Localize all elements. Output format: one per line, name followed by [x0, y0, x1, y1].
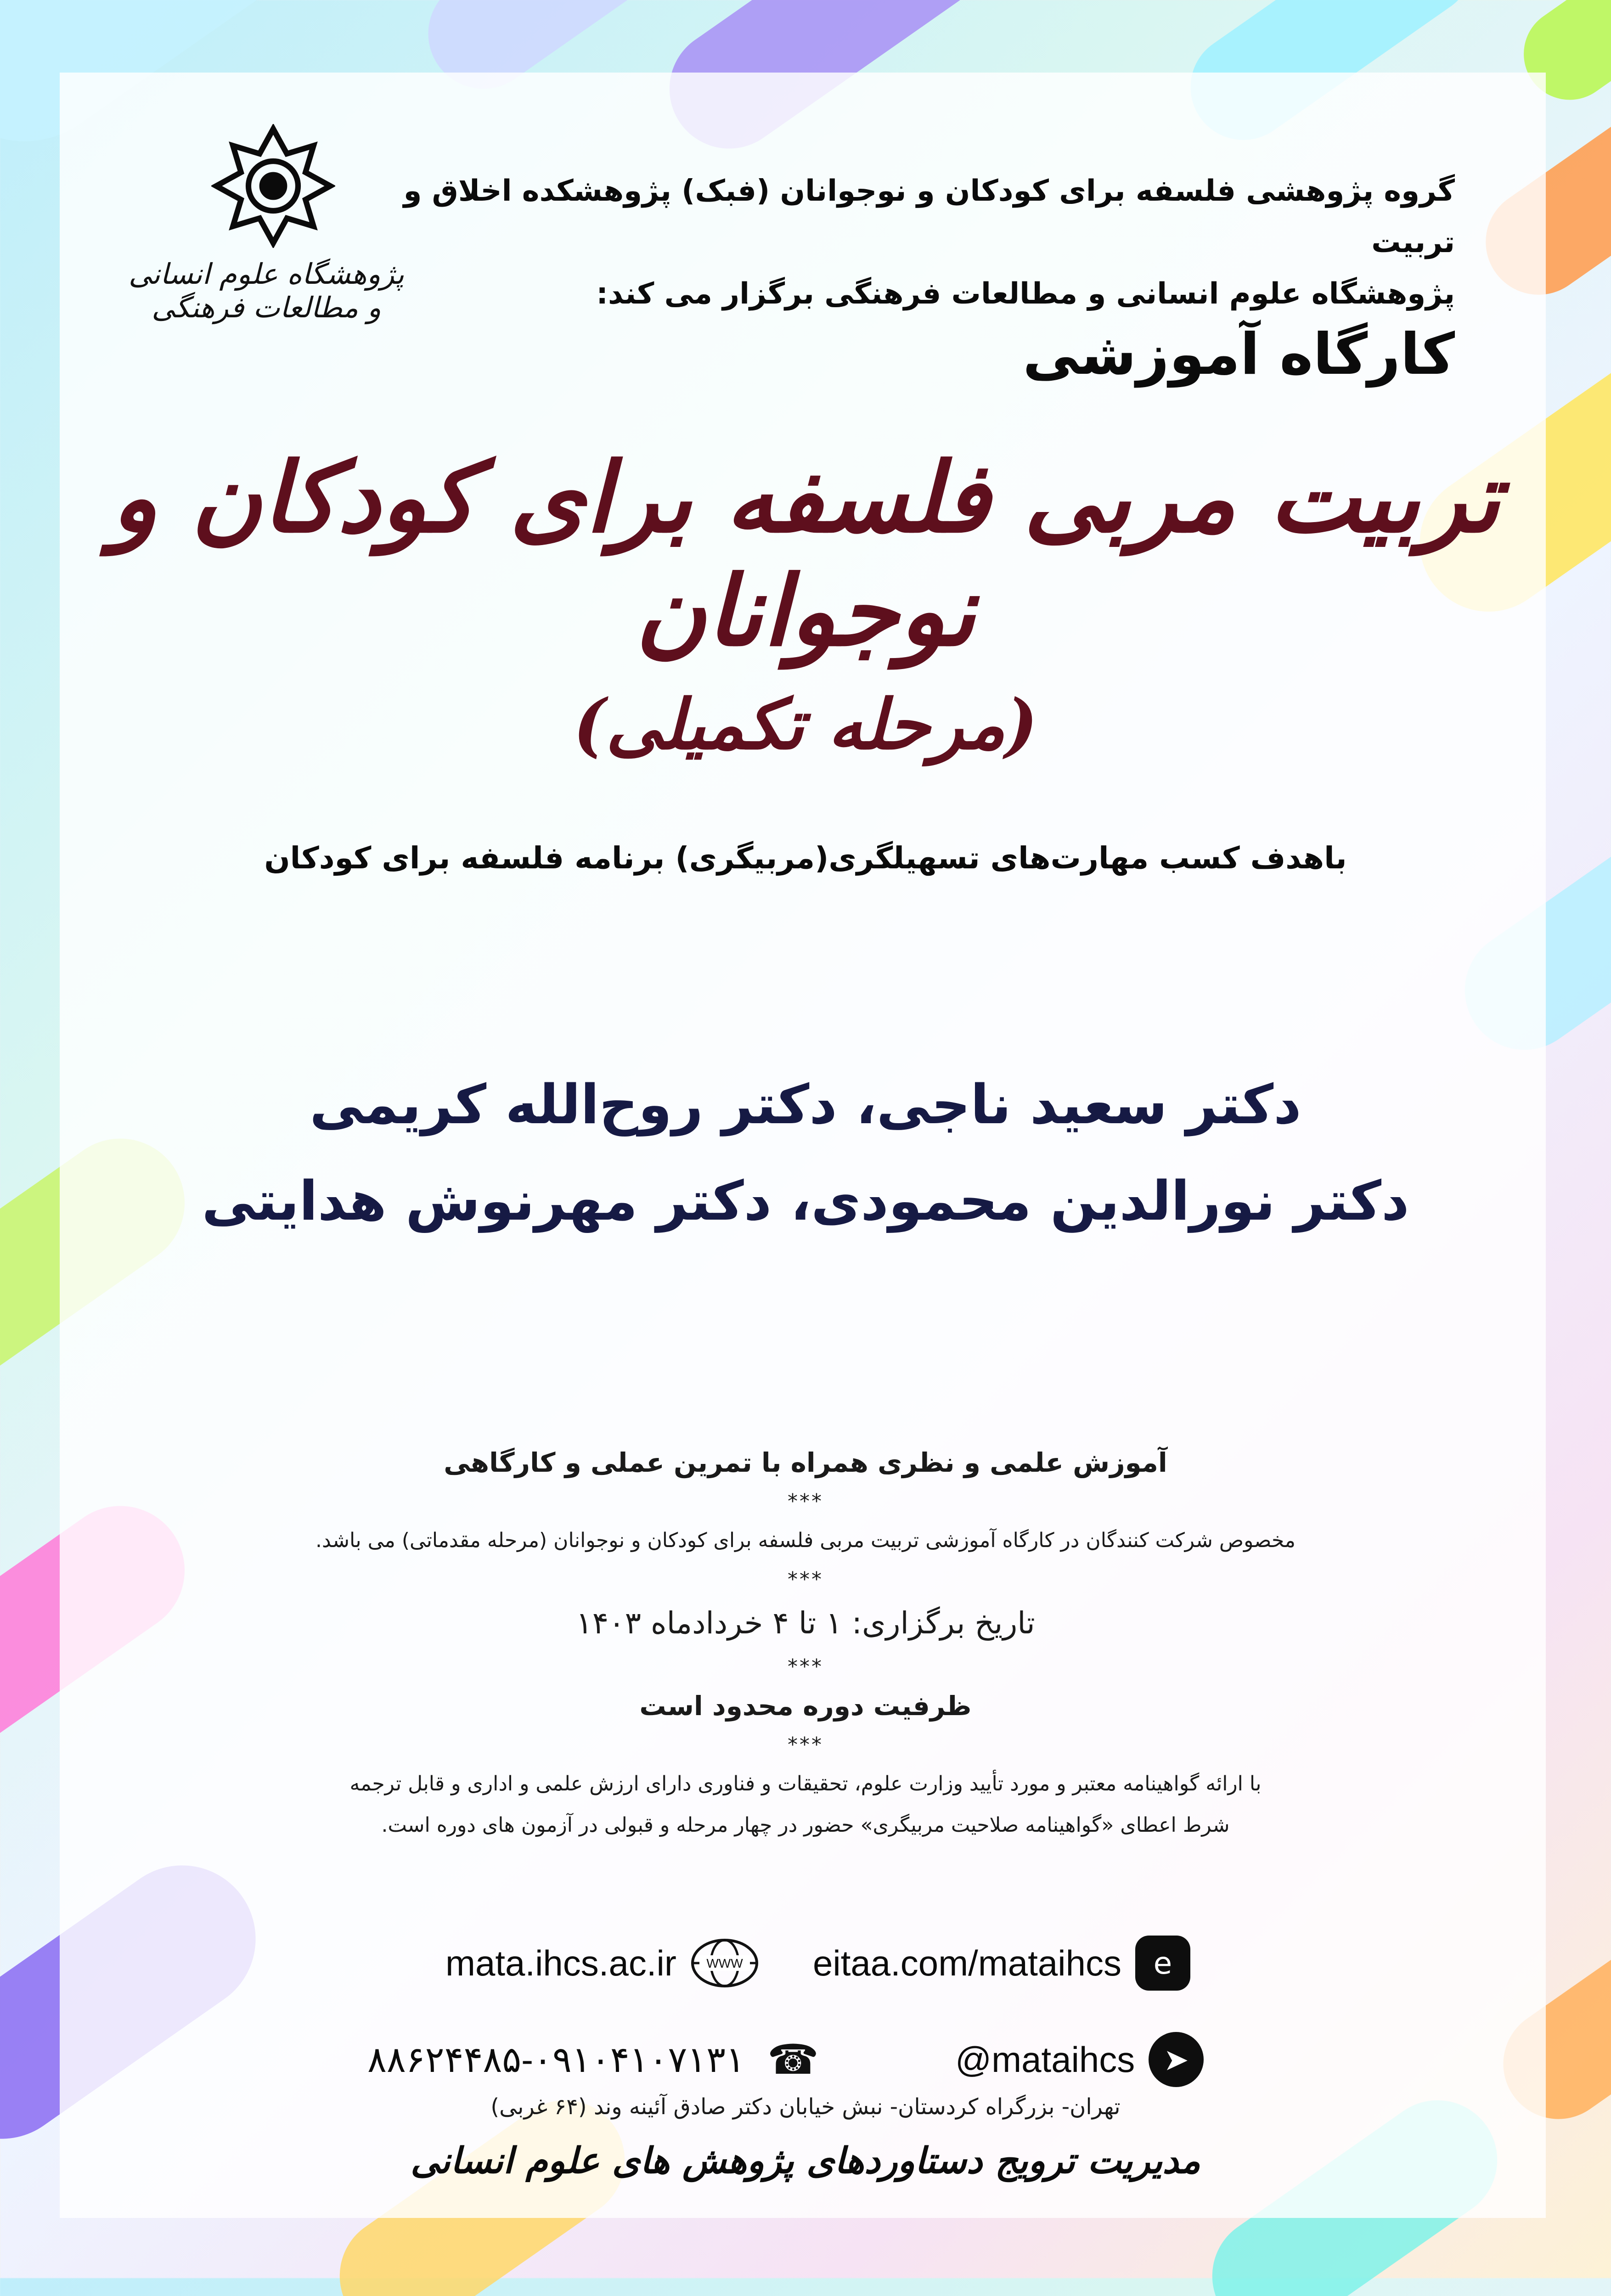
separator: *** [788, 1655, 823, 1678]
instructor-line: دکتر سعید ناجی، دکتر روح‌الله کریمی [310, 1073, 1301, 1136]
institute-logo [124, 124, 409, 335]
instructors [92, 1056, 1519, 1249]
rosette-emblem-icon [211, 124, 335, 248]
website-link[interactable] [445, 1933, 759, 1993]
telegram-link[interactable] [955, 2030, 1204, 2089]
eitaa-text[interactable]: eitaa.com/mataihcs [813, 1942, 1121, 1983]
address-text: تهران- بزرگراه کردستان- نبش خیابان دکتر صادق آئینه وند (۶۴ غربی) [490, 2094, 1121, 2120]
training-text: آموزش علمی و نظری همراه با تمرین عملی و کارگاهی [444, 1447, 1167, 1478]
audience-text: مخصوص شرکت کنندگان در کارگاه آموزشی تربیت مربی فلسفه برای کودکان و نوجوانان (مرحله مقدماتی) می باشد. [315, 1529, 1296, 1552]
organizer-line: گروه پژوهشی فلسفه برای کودکان و نوجوانان (فبک) پژوهشکده اخلاق و تربیت [403, 174, 1455, 259]
svg-text:WWW: WWW [706, 1956, 743, 1970]
details [184, 1442, 1427, 1846]
phone-icon: ☎ [767, 2035, 819, 2084]
www-globe-icon [690, 1936, 759, 1991]
workshop-label: کارگاه آموزشی [1023, 321, 1455, 388]
date-text: تاریخ برگزاری: ۱ تا ۴ خردادماه ۱۴۰۳ [576, 1605, 1035, 1641]
telegram-icon: ➤ [1149, 2032, 1204, 2087]
logo-caption: پژوهشگاه علوم انسانی و مطالعات فرهنگی [129, 257, 404, 324]
goal-text: باهدف کسب مهارت‌های تسهیلگری(مربیگری) برنامه فلسفه برای کودکان [264, 840, 1347, 876]
eitaa-icon: e [1135, 1936, 1190, 1991]
footer-text: مدیریت ترویج دستاوردهای پژوهش های علوم انسانی [411, 2140, 1200, 2182]
certificate-text: با ارائه گواهینامه معتبر و مورد تأیید وزارت علوم، تحقیقات و فناوری دارای ارزش علمی و اداری و قابل ترجمه [349, 1772, 1262, 1795]
organizer-line: پژوهشگاه علوم انسانی و مطالعات فرهنگی برگزار می کند: [596, 277, 1455, 311]
main-title: تربیت مربی فلسفه برای کودکان و نوجوانان [111, 441, 1500, 668]
certificate-text: شرط اعطای «گواهینامه صلاحیت مربیگری» حضور در چهار مرحله و قبولی در آزمون های دوره است. [381, 1813, 1230, 1837]
separator: *** [788, 1490, 823, 1513]
organizer-text [399, 165, 1455, 320]
eitaa-link[interactable] [813, 1933, 1190, 1993]
separator: *** [788, 1568, 823, 1591]
website-text[interactable]: mata.ihcs.ac.ir [445, 1942, 676, 1983]
phone-contact[interactable] [367, 2030, 828, 2089]
phone-text[interactable]: ۸۸۶۲۴۴۸۵-۰۹۱۰۴۱۰۷۱۳۱ [367, 2039, 745, 2080]
telegram-text[interactable]: @mataihcs [955, 2039, 1135, 2080]
capacity-text: ظرفیت دوره محدود است [639, 1690, 972, 1722]
instructor-line: دکتر نورالدین محمودی، دکتر مهرنوش هدایتی [202, 1169, 1409, 1232]
stage-subtitle: (مرحله تکمیلی) [573, 684, 1038, 765]
separator: *** [788, 1733, 823, 1756]
